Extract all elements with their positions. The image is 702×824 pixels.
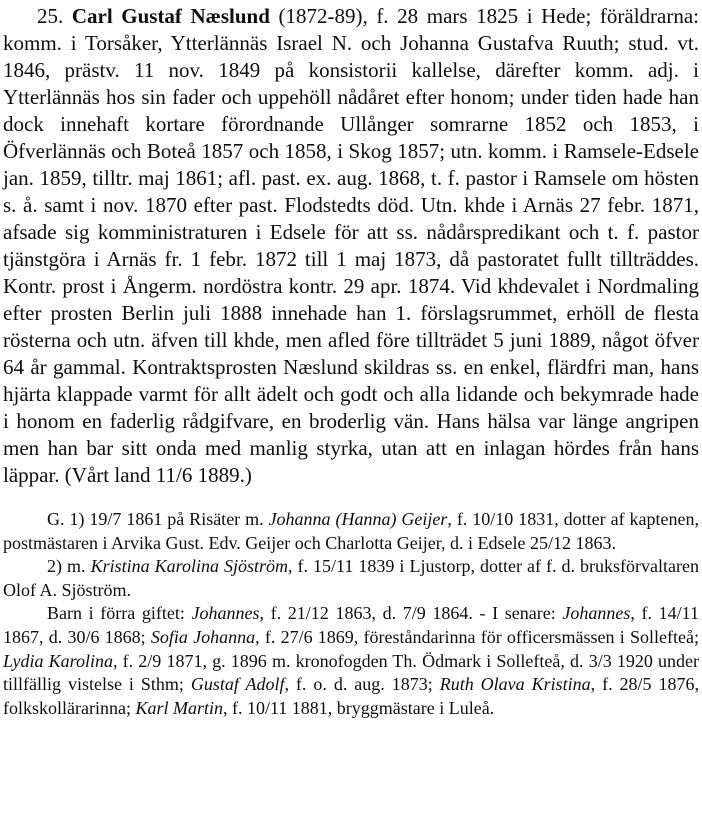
- child-details: , f. 2/9 1871, g. 1896 m. kronofogden Th. Ödmark i Sollefteå, d. 3/3 1920 under tillfällig vistelse i Sthm;: [3, 650, 700, 695]
- child-name: Gustaf Adolf: [190, 674, 285, 695]
- marriage-1-paragraph: [3, 508, 699, 555]
- child-details: , f. 14/11 1867, d. 30/6 1868;: [3, 603, 700, 647]
- entry-name: Carl Gustaf Næslund: [71, 4, 270, 28]
- biography-paragraph: [3, 3, 699, 489]
- marriage-details: , f. 15/11 1839 i Ljustorp, dotter af f. d. bruksförvaltaren Olof A. Sjöström.: [3, 556, 700, 600]
- entry-body: (1872-89), f. 28 mars 1825 i Hede; föräldrarna: komm. i Torsåker, Ytterlännäs Israel N. och Johanna Gustafva Ruuth; stud. vt. 1846, prästv. 11 nov. 1849 på konsistorii kallelse, därefter komm. adj. i Ytterlännäs hos sin fader och uppehöll nådåret efter honom; under tiden hade han dock innehaft kortare förordnande Ullånger somrarne 1852 och 1853, i Öfverlännäs och Boteå 1857 och 1858, i Skog 1857; utn. komm. i Ramsele-Edsele jan. 1859, tilltr. maj 1861; afl. past. ex. aug. 1868, t. f. pastor i Ramsele om hösten s. å. samt i nov. 1870 efter past. Flodstedts död. Utn. khde i Arnäs 27 febr. 1871, afsade sig komministraturen i Edsele för att ss. nådårspredikant och t. f. pastor tjänstgöra i Arnäs fr. 1 febr. 1872 till 1 maj 1873, då pastoratet fullt tillträddes. Kontr. prost i Ångerm. nordöstra kontr. 29 apr. 1874. Vid khdevalet i Nordmaling efter prosten Berlin juli 1888 innehade han 1. förslagsrummet, erhöll de flesta rösterna och utn. äfven till khde, men afled före tillträdet 5 juni 1889, något öfver 64 år gammal. Kontraktsprosten Næslund skildras ss. en enkel, flärdfri man, hans hjärta klappade varmt för allt ädelt och godt och alla lidande och bekymrade hade i honom en faderlig rådgifvare, en broderlig vän. Hans hälsa var länge angripen men han bar sitt onda med manlig styrka, utan att en inlagan hördes från hans läppar. (Vårt land 11/6 1889.): [3, 4, 700, 487]
- child-details: , f. 21/12 1863, d. 7/9 1864. - I senare:: [259, 603, 563, 624]
- child-name: Ruth Olava Kristina: [439, 674, 591, 695]
- marriage-details: , f. 10/10 1831, dotter af kaptenen, postmästaren i Arvika Gust. Edv. Geijer och Charlotta Geijer, d. i Edsele 25/12 1863.: [3, 509, 699, 553]
- marriage-intro: 2) m.: [47, 556, 91, 577]
- genealogy-section: [3, 508, 699, 720]
- marriage-2-paragraph: [3, 555, 699, 602]
- child-name: Johannes: [562, 603, 631, 624]
- child-details: , f. 27/6 1869, föreståndarinna för officersmässen i Sollefteå;: [255, 626, 699, 647]
- child-name: Karl Martin: [135, 697, 223, 718]
- spouse-name: Kristina Karolina Sjöström: [90, 556, 288, 577]
- child-name: Sofia Johanna: [150, 626, 256, 647]
- children-intro: Barn i förra giftet:: [47, 603, 192, 624]
- entry-number: 25.: [37, 4, 72, 28]
- child-details: , f. 28/5 1876, folkskollärarinna;: [3, 674, 699, 718]
- marriage-intro: G. 1) 19/7 1861 på Risäter m.: [47, 509, 269, 529]
- child-name: Johannes: [191, 603, 260, 624]
- child-name: Lydia Karolina: [3, 650, 113, 671]
- child-details: , f. o. d. aug. 1873;: [284, 674, 440, 695]
- children-paragraph: [3, 602, 699, 720]
- spouse-name: Johanna (Hanna) Geijer: [268, 509, 448, 529]
- child-details: , f. 10/11 1881, bryggmästare i Luleå.: [222, 697, 495, 718]
